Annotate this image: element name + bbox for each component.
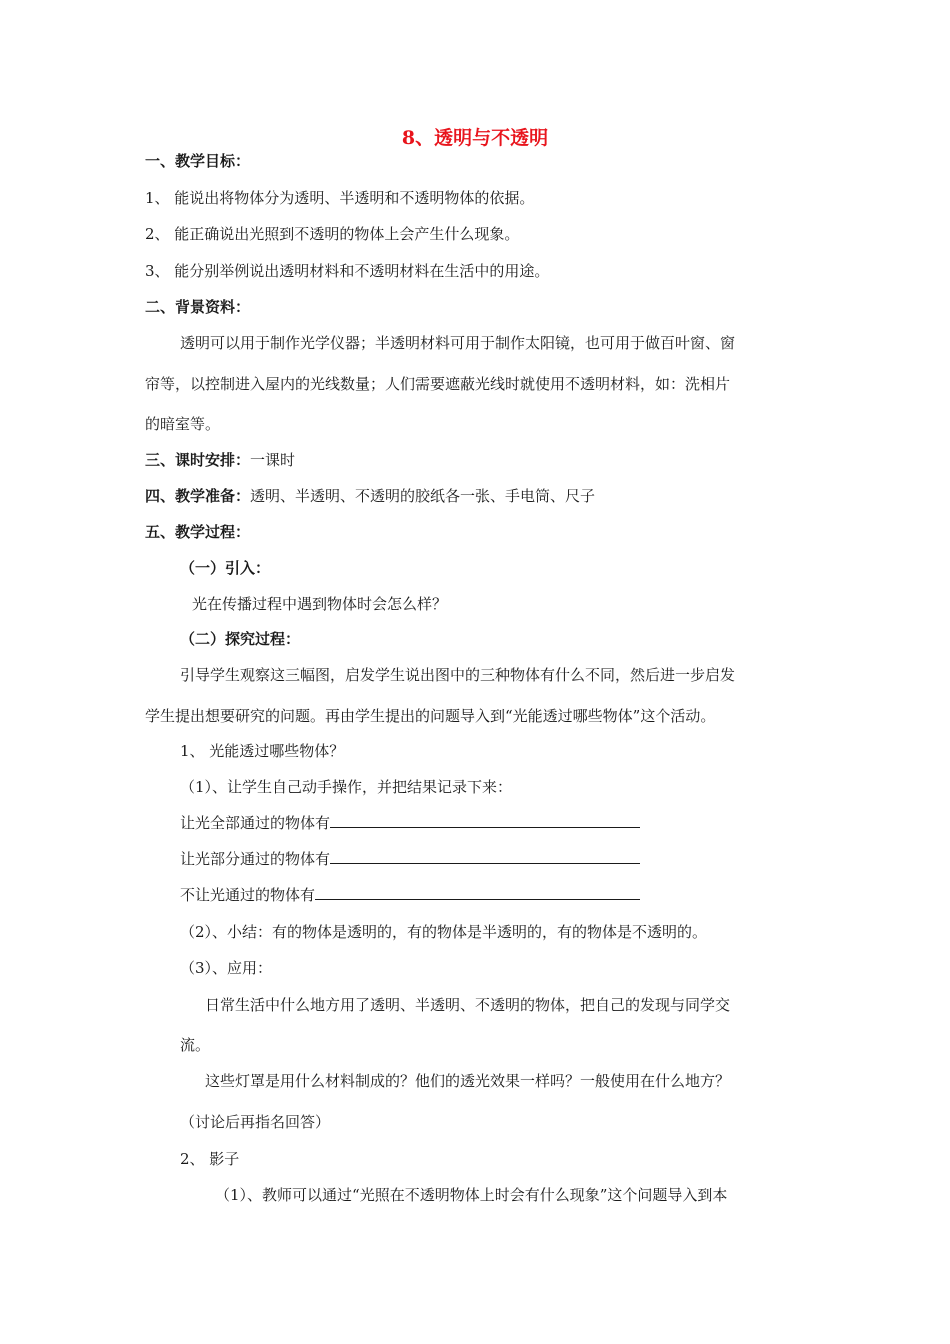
question-2: 2、 影子 — [180, 1150, 240, 1168]
step-3: （3）、应用： — [180, 959, 273, 977]
explore-paragraph-line: 引导学生观察这三幅图，启发学生说出图中的三种物体有什么不同，然后进一步启发 — [180, 666, 736, 684]
fill-line — [180, 885, 640, 905]
schedule-line — [145, 450, 295, 470]
question-1: 1、 光能透过哪些物体？ — [180, 742, 345, 760]
background-paragraph-line: 帘等，以控制进入屋内的光线数量；人们需要遮蔽光线时就使用不透明材料，如：洗相片 — [145, 375, 731, 393]
explore-paragraph-line: 学生提出想要研究的问题。再由学生提出的问题导入到“光能透过哪些物体”这个活动。 — [145, 707, 716, 725]
intro-heading: （一）引入： — [180, 559, 271, 577]
fill-line — [180, 813, 640, 833]
prep-heading: 四、教学准备： — [145, 487, 251, 505]
answer-blank — [315, 885, 640, 900]
goal-item: 3、 能分别举例说出透明材料和不透明材料在生活中的用途。 — [145, 262, 550, 280]
step-2: （2）、小结：有的物体是透明的，有的物体是半透明的，有的物体是不透明的。 — [180, 923, 708, 941]
shadow-step-1: （1）、教师可以通过“光照在不透明物体上时会有什么现象”这个问题导入到本 — [215, 1186, 728, 1204]
goals-heading: 一、教学目标： — [145, 152, 251, 170]
intro-text: 光在传播过程中遇到物体时会怎么样？ — [192, 595, 448, 613]
fill-label: 让光全部通过的物体有 — [180, 814, 331, 832]
apply-paragraph-line: 流。 — [180, 1036, 211, 1054]
prep-line — [145, 486, 595, 506]
fill-label: 不让光通过的物体有 — [180, 886, 316, 904]
process-heading: 五、教学过程： — [145, 523, 251, 541]
goal-item: 1、 能说出将物体分为透明、半透明和不透明物体的依据。 — [145, 189, 535, 207]
goal-item: 2、 能正确说出光照到不透明的物体上会产生什么现象。 — [145, 225, 520, 243]
document-title: 8、透明与不透明 — [401, 127, 549, 149]
apply-paragraph-line: 日常生活中什么地方用了透明、半透明、不透明的物体，把自己的发现与同学交 — [205, 996, 731, 1014]
fill-label: 让光部分通过的物体有 — [180, 850, 331, 868]
explore-heading: （二）探究过程： — [180, 630, 301, 648]
apply-paragraph-line: 这些灯罩是用什么材料制成的？他们的透光效果一样吗？一般使用在什么地方？ — [205, 1072, 731, 1090]
answer-blank — [330, 813, 640, 828]
step-1: （1）、让学生自己动手操作，并把结果记录下来： — [180, 778, 513, 796]
prep-text: 透明、半透明、不透明的胶纸各一张、手电筒、尺子 — [250, 487, 596, 505]
answer-blank — [330, 849, 640, 864]
schedule-text: 一课时 — [250, 451, 296, 469]
background-paragraph-line: 透明可以用于制作光学仪器；半透明材料可用于制作太阳镜，也可用于做百叶窗、窗 — [180, 334, 736, 352]
background-paragraph-line: 的暗室等。 — [145, 415, 221, 433]
apply-paragraph-line: （讨论后再指名回答） — [180, 1113, 331, 1131]
fill-line — [180, 849, 640, 869]
background-heading: 二、背景资料： — [145, 298, 251, 316]
schedule-heading: 三、课时安排： — [145, 451, 251, 469]
